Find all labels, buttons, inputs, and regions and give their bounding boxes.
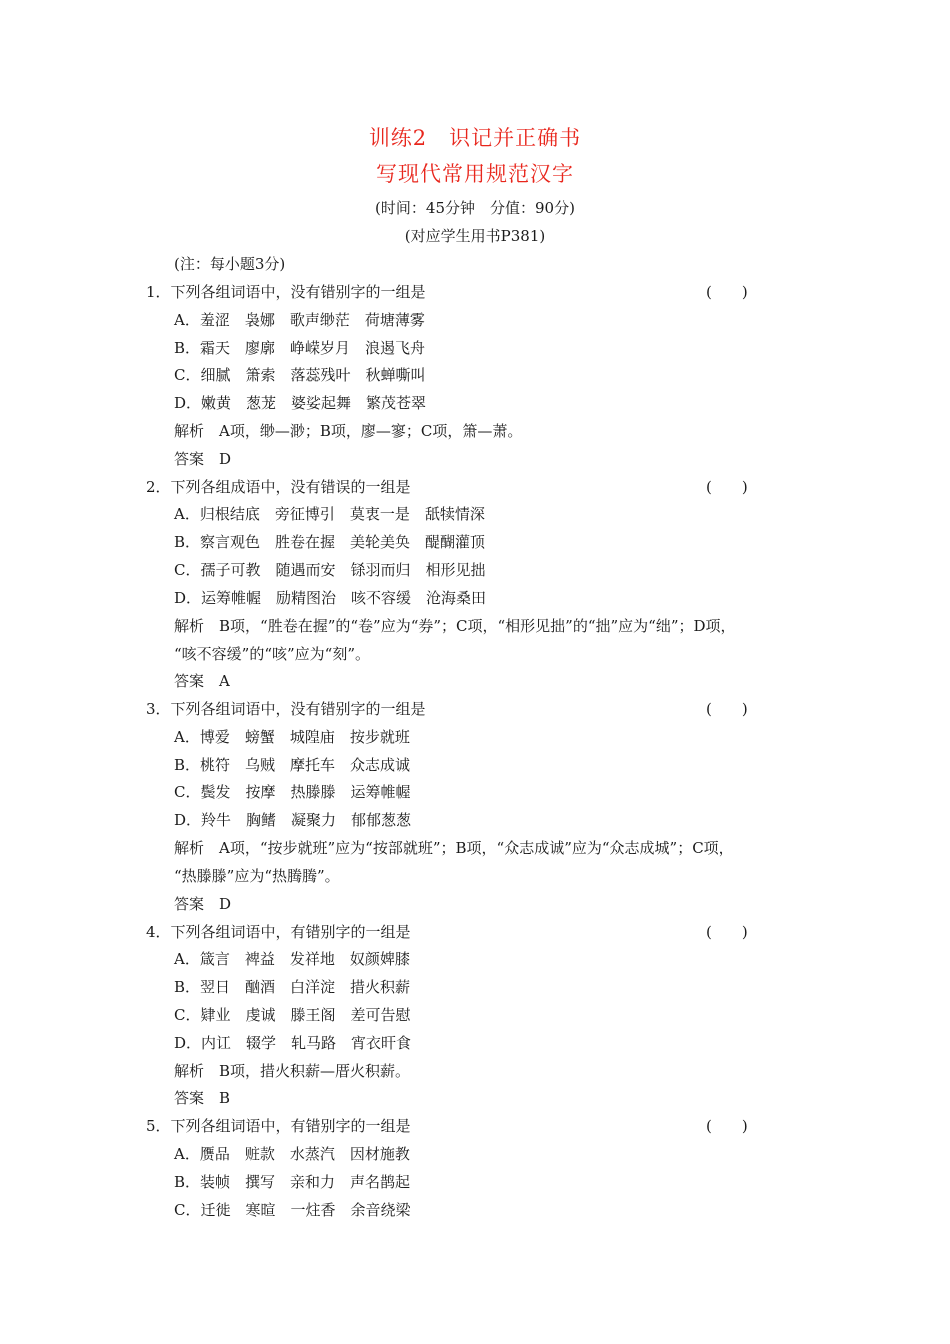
option-line: A．羞涩 袅娜 歌声缈茫 荷塘薄雾 (174, 311, 425, 329)
question-stem: 5．下列各组词语中，有错别字的一组是 (146, 1117, 411, 1135)
scoring-note: (注：每小题3分) (174, 255, 286, 273)
time-score-info: (时间：45分钟 分值：90分) (375, 199, 575, 217)
answer-blank: ( ) (706, 1117, 748, 1135)
option-line: A．箴言 裨益 发祥地 奴颜婢膝 (174, 950, 410, 968)
answer-blank: ( ) (706, 700, 748, 718)
analysis-line: 解析 B项，“胜卷在握”的“卷”应为“券”；C项，“相形见拙”的“拙”应为“绌”；D项， (174, 617, 736, 635)
book-reference: (对应学生用书P381) (404, 227, 546, 245)
answer-line: 答案 B (174, 1089, 231, 1107)
analysis-line: 解析 B项，措火积薪—厝火积薪。 (174, 1062, 411, 1080)
option-line: B．装帧 撰写 亲和力 声名鹊起 (174, 1173, 411, 1191)
option-line: D．运筹帷幄 励精图治 咳不容缓 沧海桑田 (174, 589, 487, 607)
option-line: B．桃符 乌贼 摩托车 众志成诚 (174, 756, 411, 774)
question-stem: 2．下列各组成语中，没有错误的一组是 (146, 478, 411, 496)
option-line: C．肄业 虔诚 滕王阁 差可告慰 (174, 1006, 411, 1024)
option-line: A．归根结底 旁征博引 莫衷一是 舐犊情深 (174, 505, 485, 523)
document-title-line1: 训练2 识记并正确书 (368, 126, 582, 150)
analysis-line: “咳不容缓”的“咳”应为“刻”。 (174, 645, 371, 663)
option-line: B．察言观色 胜卷在握 美轮美奂 醍醐灌顶 (174, 533, 486, 551)
option-line: D．嫩黄 葱茏 婆娑起舞 繁茂苍翠 (174, 394, 427, 412)
answer-blank: ( ) (706, 283, 748, 301)
document-title-line2: 写现代常用规范汉字 (376, 162, 574, 186)
option-line: C．细腻 箫索 落蕊残叶 秋蝉嘶叫 (174, 366, 426, 384)
option-line: C．鬓发 按摩 热滕滕 运筹帷幄 (174, 783, 411, 801)
question-stem: 3．下列各组词语中，没有错别字的一组是 (146, 700, 426, 718)
answer-blank: ( ) (706, 923, 748, 941)
option-line: B．翌日 酗酒 白洋淀 措火积薪 (174, 978, 411, 996)
answer-line: 答案 D (174, 450, 232, 468)
option-line: A．博爱 螃蟹 城隍庙 按步就班 (174, 728, 410, 746)
option-line: C．迁徙 寒暄 一炷香 余音绕梁 (174, 1201, 411, 1219)
analysis-line: 解析 A项，“按步就班”应为“按部就班”；B项，“众志成诚”应为“众志成城”；C项， (174, 839, 734, 857)
option-line: D．羚牛 胸鳍 凝聚力 郁郁葱葱 (174, 811, 412, 829)
answer-line: 答案 A (174, 672, 230, 690)
analysis-line: “热滕滕”应为“热腾腾”。 (174, 867, 340, 885)
analysis-line: 解析 A项，缈—渺；B项，廖—寥；C项，箫—萧。 (174, 422, 523, 440)
option-line: A．赝品 赃款 水蒸汽 因材施教 (174, 1145, 410, 1163)
answer-line: 答案 D (174, 895, 232, 913)
question-stem: 4．下列各组词语中，有错别字的一组是 (146, 923, 411, 941)
question-stem: 1．下列各组词语中，没有错别字的一组是 (146, 283, 426, 301)
answer-blank: ( ) (706, 478, 748, 496)
option-line: B．霜天 廖廓 峥嵘岁月 浪遏飞舟 (174, 339, 426, 357)
option-line: D．内讧 辍学 轧马路 宵衣旰食 (174, 1034, 412, 1052)
option-line: C．孺子可教 随遇而安 铩羽而归 相形见拙 (174, 561, 486, 579)
